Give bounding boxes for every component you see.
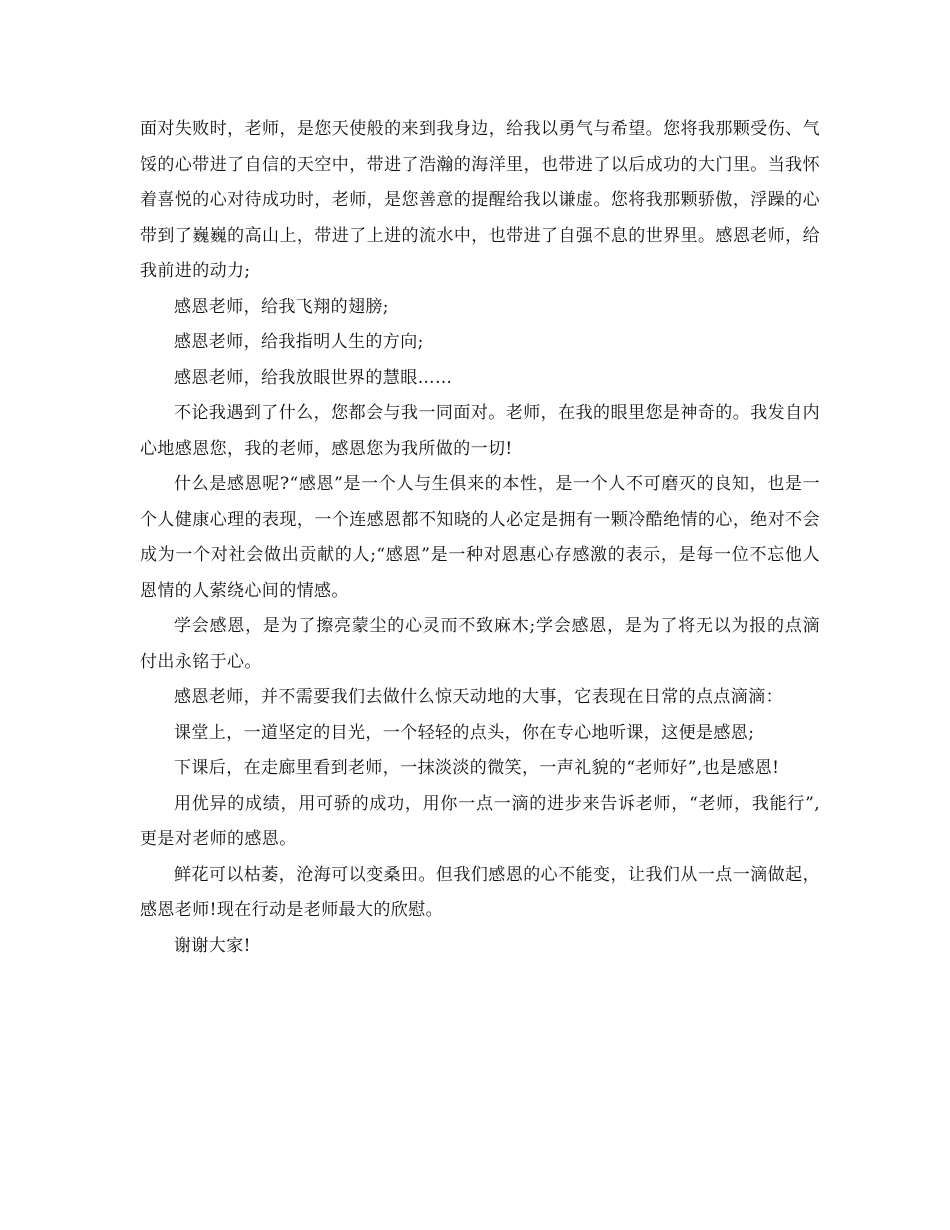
paragraph-10: 下课后，在走廊里看到老师，一抹淡淡的微笑，一声礼貌的“老师好”,也是感恩!: [174, 758, 780, 778]
paragraph-13: 谢谢大家!: [174, 935, 251, 956]
paragraph-4: 感恩老师，给我放眼世界的慧眼……: [174, 367, 453, 388]
paragraph-1: 面对失败时，老师，是您天使般的来到我身边，给我以勇气与希望。您将我那颗受伤、气馁的心带进了自信的天空中，带进了浩瀚的海洋里，也带进了以后成功的大门里。当我怀着喜悦的心对待成功时，老师，是您善意的提醒给我以谦虚。您将我那颗骄傲，浮躁的心带到了巍巍的高山上，带进了上进的流水中，也带进了自强不息的世界里。感恩老师，给我前进的动力;: [140, 119, 820, 281]
paragraph-7: 学会感恩，是为了擦亮蒙尘的心灵而不致麻木;学会感恩，是为了将无以为报的点滴付出永铭于心。: [140, 616, 820, 672]
paragraph-8: 感恩老师，并不需要我们去做什么惊天动地的大事，它表现在日常的点点滴滴：: [174, 687, 783, 707]
paragraph-3: 感恩老师，给我指明人生的方向;: [174, 332, 424, 352]
document-body: [140, 112, 820, 964]
paragraph-6: 什么是感恩呢?“感恩”是一个人与生俱来的本性，是一个人不可磨灭的良知，也是一个人健康心理的表现，一个连感恩都不知晓的人必定是拥有一颗冷酷绝情的心，绝对不会成为一个对社会做出贡献的人;“感恩”是一种对恩惠心存感激的表示，是每一位不忘他人恩情的人萦绕心间的情感。: [140, 474, 820, 601]
paragraph-12: 鲜花可以枯萎，沧海可以变桑田。但我们感恩的心不能变，让我们从一点一滴做起，感恩老师!现在行动是老师最大的欣慰。: [140, 864, 820, 920]
paragraph-11: 用优异的成绩，用可骄的成功，用你一点一滴的进步来告诉老师，“老师，我能行”,更是对老师的感恩。: [140, 793, 820, 849]
paragraph-2: 感恩老师，给我飞翔的翅膀;: [174, 296, 389, 317]
paragraph-9: 课堂上，一道坚定的目光，一个轻轻的点头，你在专心地听课，这便是感恩;: [174, 722, 755, 743]
paragraph-5: 不论我遇到了什么，您都会与我一同面对。老师，在我的眼里您是神奇的。我发自内心地感恩您，我的老师，感恩您为我所做的一切!: [140, 403, 820, 459]
